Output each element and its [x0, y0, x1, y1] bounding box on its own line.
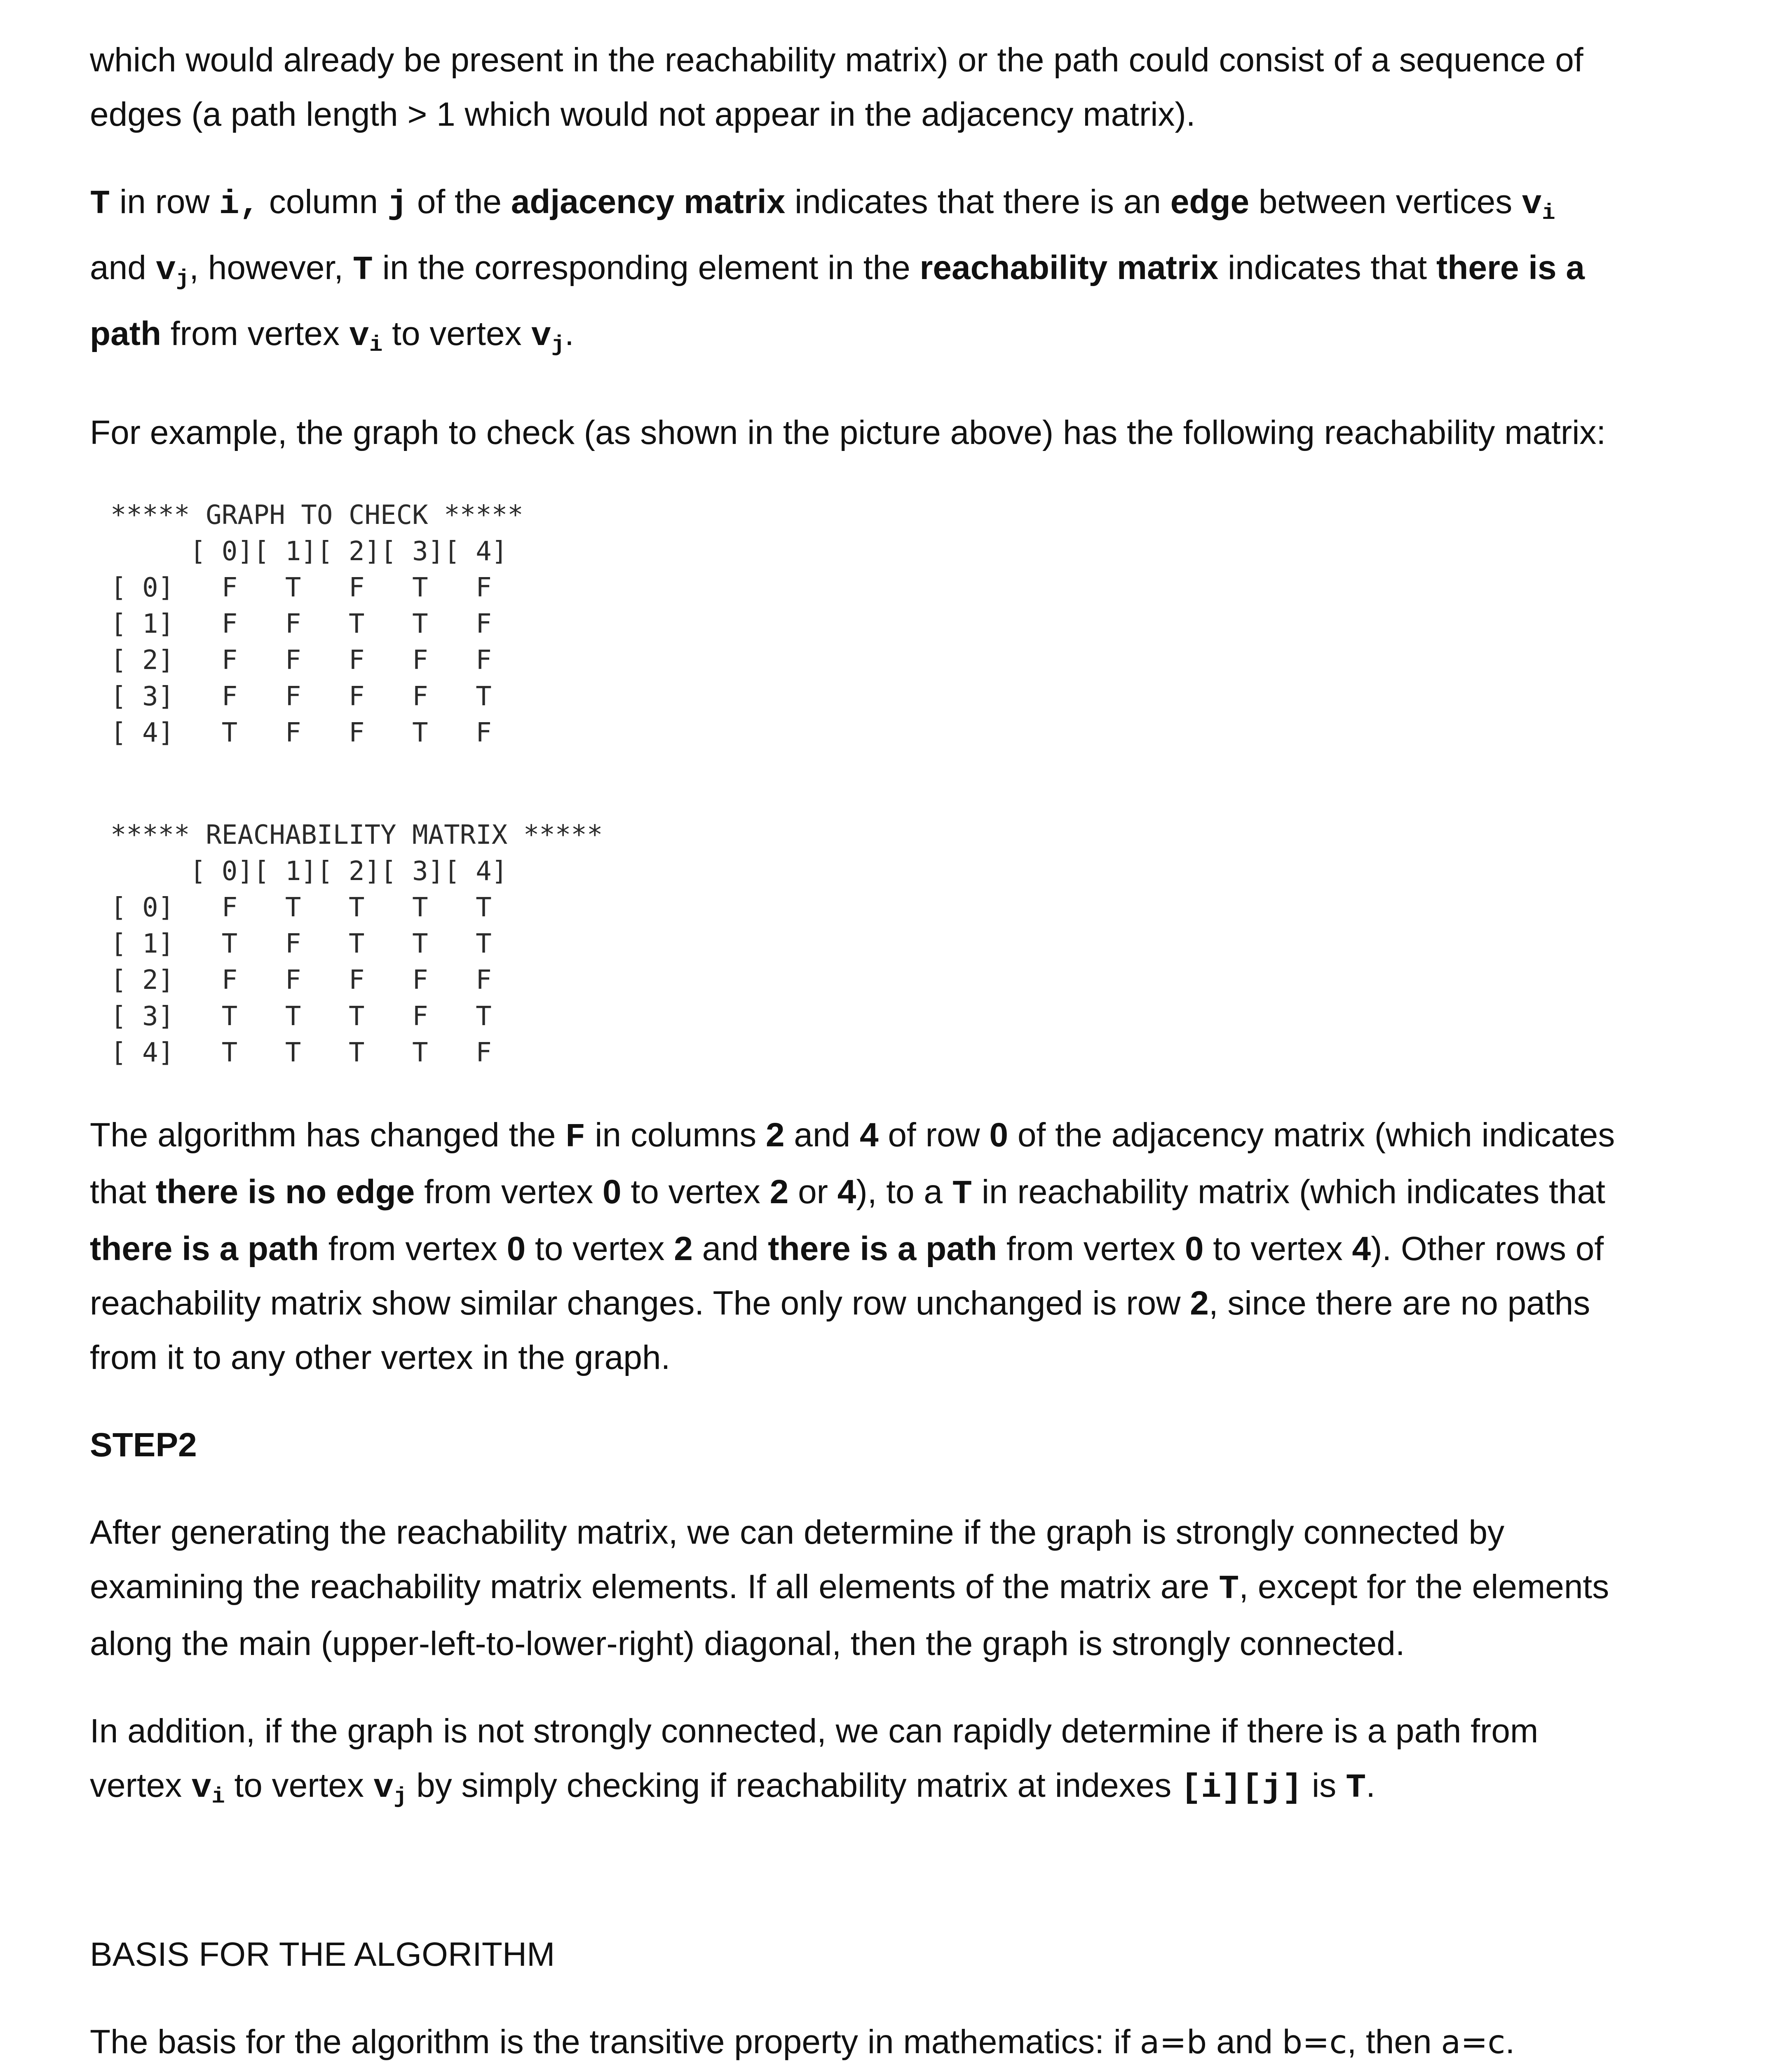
- reachability-console-output: [90, 817, 1714, 1071]
- console-header: [ 0][ 1][ 2][ 3][ 4]: [110, 856, 508, 887]
- console-row: [ 0] F T F T F: [110, 573, 492, 603]
- console-row: [ 1] F F T T F: [110, 609, 492, 639]
- console-title: ***** GRAPH TO CHECK *****: [110, 500, 523, 531]
- console-title: ***** REACHABILITY MATRIX *****: [110, 820, 603, 850]
- paragraph-intro: [90, 33, 1714, 142]
- paragraph-adjacency-vs-reachability: T in row i, column j of the adjacency matrix indicates that there is an edge between vertices $v_i$ and $v_j$, however, T in the corresponding element in the reachability matrix indicates that there is a path from vertex $v_i$ to vertex $v_j$.: [90, 183, 1585, 358]
- graph-console-output: [90, 497, 1714, 751]
- term-reachability-matrix: reachability matrix: [919, 249, 1219, 286]
- section-heading-step2: STEP2: [90, 1426, 197, 1464]
- console-row: [ 3] T T T F T: [110, 1001, 492, 1032]
- console-row: [ 0] F T T T T: [110, 892, 492, 923]
- console-row: [ 1] T F T T T: [110, 929, 492, 959]
- term-adjacency-matrix: adjacency matrix: [511, 183, 786, 221]
- paragraph-example-intro: For example, the graph to check (as shown in the picture above) has the following reachability matrix:: [90, 414, 1606, 451]
- code-j: j: [387, 185, 408, 223]
- section-heading-basis: BASIS FOR THE ALGORITHM: [90, 1936, 555, 1973]
- console-row: [ 4] T T T T F: [110, 1038, 492, 1068]
- console-row: [ 4] T F F T F: [110, 718, 492, 748]
- code-T: T: [90, 185, 110, 223]
- console-row: [ 2] F F F F F: [110, 645, 492, 676]
- paragraph-algorithm-changes: The algorithm has changed the F in columns 2 and 4 of row 0 of the adjacency matrix (which indicates that there is no edge from vertex 0 to vertex 2 or 4), to a T in reachability matrix (which indicates that there is a path from vertex 0 to vertex 2 and there is a path from vertex 0 to vertex 4). Other rows of reachability matrix show similar changes. The only row unchanged is row 2, since there are no paths from it to any other vertex in the graph.: [90, 1116, 1615, 1376]
- text-line: which would already be present in the reachability matrix) or the path could consist of a sequence of: [90, 41, 1583, 79]
- console-row: [ 2] F F F F F: [110, 965, 492, 995]
- paragraph-path-check: In addition, if the graph is not strongly connected, we can rapidly determine if there is a path from vertex $v_i$ to vertex $v_j$ by simply checking if reachability matrix at indexes [i][j] is T.: [90, 1712, 1539, 1810]
- console-header: [ 0][ 1][ 2][ 3][ 4]: [110, 536, 508, 567]
- paragraph-strongly-connected: After generating the reachability matrix, we can determine if the graph is strongly connected by examining the reachability matrix elements. If all elements of the matrix are T, except for the elements along the main (upper-left-to-lower-right) diagonal, then the graph is strongly connected.: [90, 1514, 1609, 1662]
- code-index: [i][j]: [1181, 1769, 1303, 1807]
- document-page: [90, 33, 1714, 2061]
- code-i: i,: [219, 185, 260, 223]
- term-edge: edge: [1170, 183, 1250, 221]
- paragraph-transitive-property: The basis for the algorithm is the transitive property in mathematics: if a=b and b=c, then a=c.: [90, 2023, 1515, 2061]
- console-row: [ 3] F F F F T: [110, 681, 492, 712]
- text-line: edges (a path length > 1 which would not appear in the adjacency matrix).: [90, 96, 1196, 133]
